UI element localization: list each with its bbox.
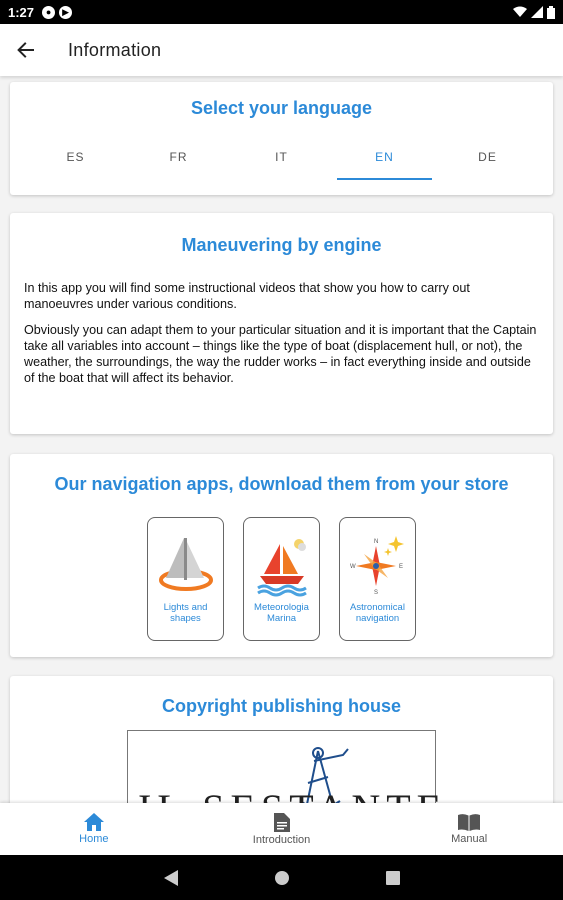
maneuvering-paragraph-2: Obviously you can adapt them to your particular situation and it is important that the Captain take all variables into account – things like the type of boat (displacement hull, or not), the weather, the surroundings, the way the rudder works – in fact everything inside and outside of the boat that will affect its behavior. [24, 323, 537, 385]
back-triangle-icon[interactable] [164, 870, 178, 886]
apps-list [10, 517, 553, 641]
notification-icon: ● [42, 6, 55, 19]
book-icon [458, 814, 480, 831]
tab-fr[interactable]: FR [169, 150, 188, 164]
app-label: Lights and shapes [163, 602, 208, 624]
home-icon [84, 813, 104, 831]
nav-manual[interactable] [375, 803, 563, 855]
maneuvering-paragraph-1: In this app you will find some instructional videos that show you how to carry out manoeuvres under various conditions. [24, 281, 470, 311]
nav-label: Home [79, 833, 109, 845]
bottom-navigation [0, 803, 563, 855]
compass-rose-icon [350, 534, 406, 596]
nav-label: Introduction [252, 833, 311, 846]
status-bar [0, 0, 563, 24]
copyright-card-title: Copyright publishing house [162, 696, 401, 716]
status-time: 1:27 [8, 4, 35, 20]
scroll-content[interactable] [0, 76, 563, 803]
language-tabs [24, 144, 539, 180]
svg-text:N: N [373, 539, 378, 545]
arrow-back-icon [16, 40, 36, 60]
media-icon: ▶ [59, 6, 72, 19]
svg-text:E: E [398, 564, 403, 570]
sailboat-icon [158, 534, 214, 596]
language-card-title: Select your language [190, 98, 373, 118]
tab-de[interactable]: DE [478, 150, 497, 164]
nav-home[interactable] [0, 803, 188, 855]
tab-en[interactable]: EN [333, 144, 436, 180]
tab-es[interactable]: ES [66, 150, 85, 164]
app-meteorologia-marina[interactable] [243, 517, 320, 641]
red-sailboat-icon [254, 534, 310, 596]
back-button[interactable] [0, 24, 52, 76]
app-lights-and-shapes[interactable] [147, 517, 224, 641]
nav-introduction[interactable] [188, 803, 376, 855]
app-bar [0, 24, 563, 76]
apps-card [10, 454, 553, 657]
system-navigation-bar [0, 855, 563, 900]
app-label: Astronomical navigation [350, 602, 405, 624]
svg-text:W: W [349, 564, 356, 570]
app-astronomical-navigation[interactable] [339, 517, 416, 641]
home-circle-icon[interactable] [274, 870, 290, 886]
tab-it[interactable]: IT [275, 150, 288, 164]
page-title: Information [68, 39, 162, 60]
nav-label: Manual [451, 832, 488, 845]
wifi-icon [513, 6, 527, 18]
svg-text:S: S [373, 590, 378, 596]
language-card [10, 82, 553, 195]
signal-icon [531, 6, 543, 18]
maneuvering-card [10, 213, 553, 434]
app-label: Meteorologia Marina [254, 602, 309, 624]
recents-square-icon[interactable] [386, 871, 400, 885]
maneuvering-card-title: Maneuvering by engine [181, 235, 382, 255]
document-icon [274, 813, 290, 832]
apps-card-title: Our navigation apps, download them from your store [54, 474, 509, 494]
battery-icon [547, 6, 555, 19]
